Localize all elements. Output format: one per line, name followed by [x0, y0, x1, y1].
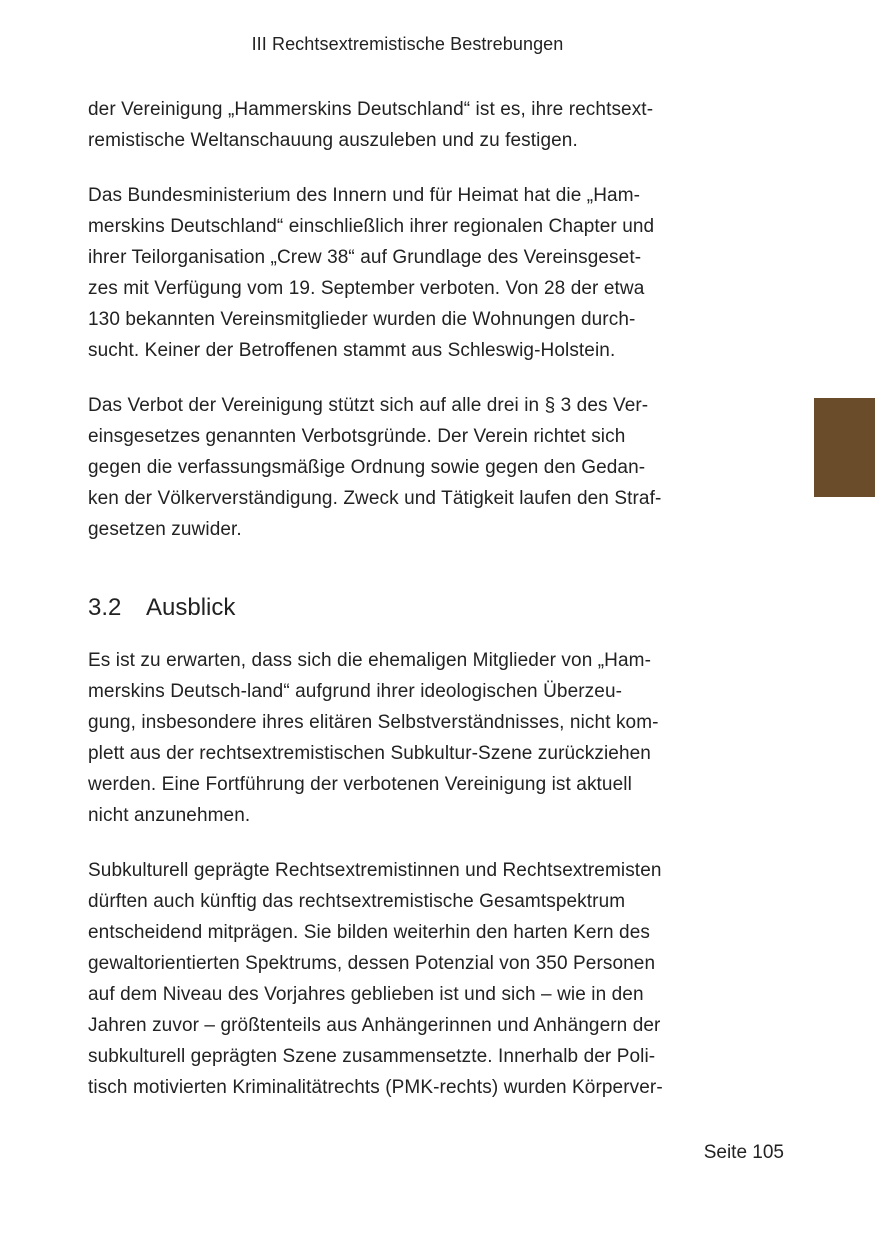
text-line: merskins Deutsch-land“ aufgrund ihrer ideologischen Überzeu-	[88, 681, 623, 702]
text-line: dürften auch künftig das rechtsextremistische Gesamtspektrum	[88, 891, 626, 912]
text-line: der Vereinigung „Hammerskins Deutschland“ ist es, ihre rechtsext-	[88, 99, 654, 120]
section-title: Ausblick	[146, 594, 236, 621]
paragraph	[88, 645, 738, 831]
body-text	[88, 94, 738, 1127]
text-line: gegen die verfassungsmäßige Ordnung sowie gegen den Gedan-	[88, 457, 646, 478]
paragraph	[88, 855, 738, 1103]
text-line: entscheidend mitprägen. Sie bilden weiterhin den harten Kern des	[88, 922, 650, 943]
text-line: tisch motivierten Kriminalitätrechts (PMK-rechts) wurden Körperver-	[88, 1077, 663, 1098]
text-line: zes mit Verfügung vom 19. September verboten. Von 28 der etwa	[88, 278, 645, 299]
paragraph	[88, 390, 738, 545]
text-line: merskins Deutschland“ einschließlich ihrer regionalen Chapter und	[88, 216, 655, 237]
text-line: auf dem Niveau des Vorjahres geblieben ist und sich – wie in den	[88, 984, 644, 1005]
text-line: Das Verbot der Vereinigung stützt sich auf alle drei in § 3 des Ver-	[88, 395, 649, 416]
section-number: 3.2	[88, 594, 122, 621]
page-number: Seite 105	[703, 1142, 784, 1163]
text-line: gewaltorientierten Spektrums, dessen Potenzial von 350 Personen	[88, 953, 656, 974]
text-line: Jahren zuvor – größtenteils aus Anhängerinnen und Anhängern der	[88, 1015, 661, 1036]
text-line: gung, insbesondere ihres elitären Selbstverständnisses, nicht kom-	[88, 712, 659, 733]
text-line: Das Bundesministerium des Innern und für Heimat hat die „Ham-	[88, 185, 641, 206]
text-line: Es ist zu erwarten, dass sich die ehemaligen Mitglieder von „Ham-	[88, 650, 652, 671]
text-line: werden. Eine Fortführung der verbotenen Vereinigung ist aktuell	[88, 774, 632, 795]
paragraph	[88, 94, 738, 156]
text-line: einsgesetzes genannten Verbotsgründe. Der Verein richtet sich	[88, 426, 626, 447]
text-line: 130 bekannten Vereinsmitglieder wurden die Wohnungen durch-	[88, 309, 636, 330]
section-heading	[88, 591, 738, 625]
text-line: remistische Weltanschauung auszuleben und zu festigen.	[88, 130, 578, 151]
text-line: ihrer Teilorganisation „Crew 38“ auf Grundlage des Vereinsgeset-	[88, 247, 642, 268]
text-line: plett aus der rechtsextremistischen Subkultur-Szene zurückziehen	[88, 743, 651, 764]
paragraph	[88, 180, 738, 366]
text-line: nicht anzunehmen.	[88, 805, 251, 826]
text-line: Subkulturell geprägte Rechtsextremistinnen und Rechtsextremisten	[88, 860, 662, 881]
chapter-tab-marker	[814, 398, 875, 497]
text-line: sucht. Keiner der Betroffenen stammt aus Schleswig-Holstein.	[88, 340, 616, 361]
running-head: III Rechtsextremistische Bestrebungen	[251, 34, 564, 54]
text-line: ken der Völkerverständigung. Zweck und Tätigkeit laufen den Straf-	[88, 488, 662, 509]
text-line: subkulturell geprägten Szene zusammensetzte. Innerhalb der Poli-	[88, 1046, 656, 1067]
text-line: gesetzen zuwider.	[88, 519, 242, 540]
